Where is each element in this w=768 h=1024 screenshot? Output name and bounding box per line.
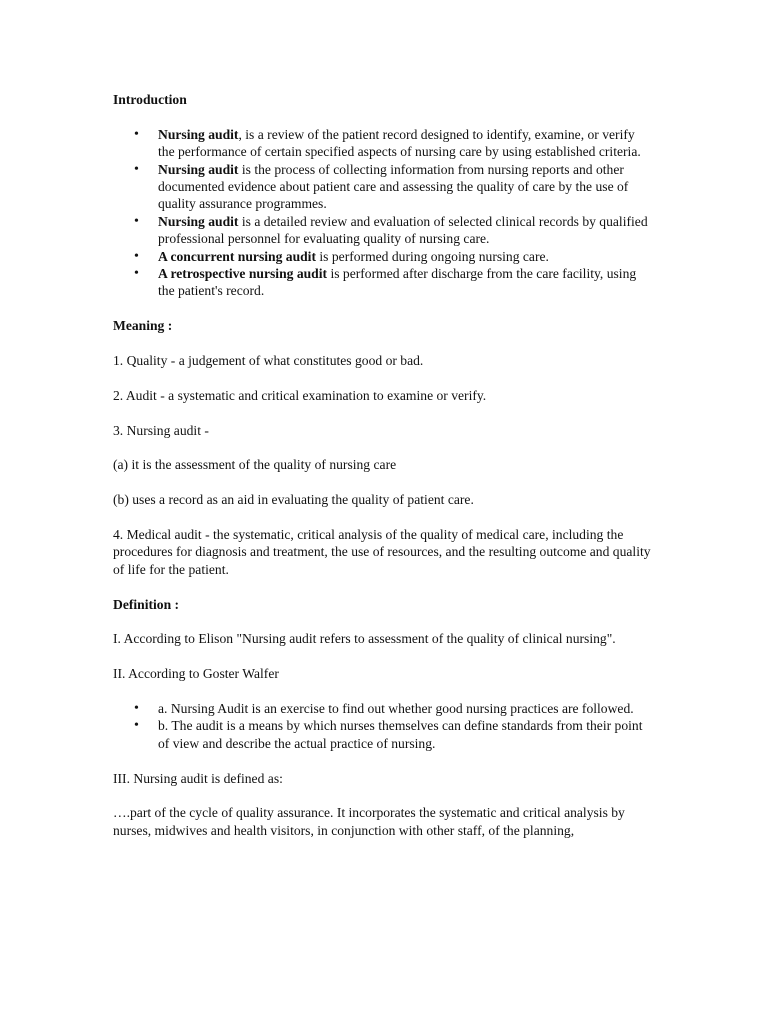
meaning-item-medical-audit: 4. Medical audit - the systematic, critical analysis of the quality of medical care, including the procedures for diagnosis and treatment, the use of resources, and the resulting outcome and quality of life for the patient. <box>113 527 651 577</box>
spacer <box>113 648 653 665</box>
bold-term: A concurrent nursing audit <box>158 248 316 264</box>
definition-elison: I. According to Elison "Nursing audit refers to assessment of the quality of clinical nursing". <box>113 631 616 647</box>
bold-term: Nursing audit <box>158 213 239 229</box>
meaning-item-audit: 2. Audit - a systematic and critical examination to examine or verify. <box>113 387 487 403</box>
spacer <box>113 439 653 456</box>
spacer <box>113 404 653 421</box>
bullet-text: is performed during ongoing nursing care. <box>316 248 549 264</box>
spacer <box>113 683 653 700</box>
meaning-item-quality: 1. Quality - a judgement of what constitutes good or bad. <box>113 353 424 369</box>
spacer <box>113 752 653 769</box>
definition-heading: Definition : <box>113 596 180 612</box>
bullet-text: is the process of collecting information from nursing reports and other documented evidence about patient care and assessing the quality of care by the use of quality assurance programmes. <box>158 161 629 212</box>
meaning-subitem-b: (b) uses a record as an aid in evaluating the quality of patient care. <box>113 492 474 508</box>
spacer <box>113 108 653 125</box>
spacer <box>113 787 653 804</box>
spacer <box>113 613 653 630</box>
document-page <box>113 91 653 839</box>
list-item: • a. Nursing Audit is an exercise to find out whether good nursing practices are followed. <box>113 700 653 717</box>
definition-bullet-list <box>113 700 653 752</box>
bullet-text: , is a review of the patient record designed to identify, examine, or verify the performance of certain specified aspects of nursing care by using established criteria. <box>158 126 641 160</box>
bullet-text: is a detailed review and evaluation of selected clinical records by qualified professional personnel for evaluating quality of nursing care. <box>158 213 648 247</box>
list-item: • b. The audit is a means by which nurses themselves can define standards from their point of view and describe the actual practice of nursing. <box>113 717 653 752</box>
introduction-heading: Introduction <box>113 92 187 107</box>
list-item <box>113 248 653 265</box>
bullet-text: is performed after discharge from the care facility, using the patient's record. <box>158 266 637 299</box>
meaning-heading: Meaning : <box>113 318 173 334</box>
meaning-item-nursing-audit: 3. Nursing audit - <box>113 422 209 438</box>
spacer <box>113 300 653 317</box>
definition-quality-assurance-text: ….part of the cycle of quality assurance. It incorporates the systematic and critical analysis by nurses, midwives and health visitors, in conjunction with other staff, of the planning, <box>113 805 625 838</box>
list-item <box>113 126 653 161</box>
definition-nursing-audit: III. Nursing audit is defined as: <box>113 770 283 786</box>
spacer <box>113 335 653 352</box>
bold-term: Nursing audit <box>158 161 239 177</box>
spacer <box>113 509 653 526</box>
list-item <box>113 161 653 213</box>
spacer <box>113 369 653 386</box>
introduction-bullet-list <box>113 126 653 300</box>
list-item <box>113 213 653 248</box>
meaning-subitem-a: (a) it is the assessment of the quality of nursing care <box>113 457 397 473</box>
definition-goster-walfer: II. According to Goster Walfer <box>113 666 279 682</box>
spacer <box>113 578 653 595</box>
spacer <box>113 474 653 491</box>
list-item <box>113 265 653 300</box>
bold-term: A retrospective nursing audit <box>158 266 328 282</box>
bold-term: Nursing audit <box>158 126 239 142</box>
